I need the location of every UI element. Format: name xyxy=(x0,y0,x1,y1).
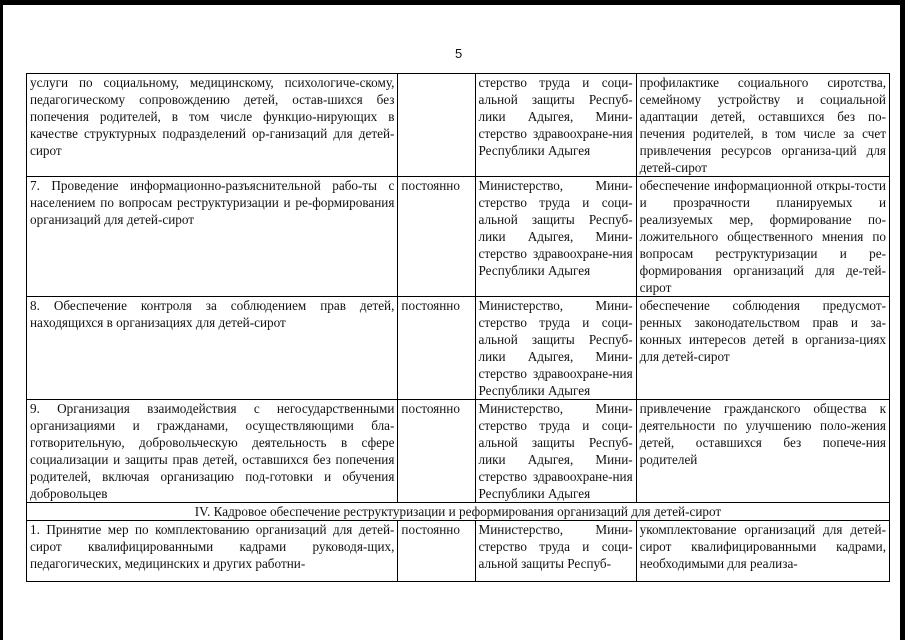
table-row xyxy=(27,400,890,503)
executor-cell: Министерство, Мини-стерство труда и соци-альной защиты Респуб-лики Адыгея, Мини-стерство здравоохране-ния Республики Адыгея xyxy=(475,400,636,503)
table-row xyxy=(27,74,890,177)
term-cell: постоянно xyxy=(398,521,475,582)
executor-cell: Министерство, Мини-стерство труда и соци-альной защиты Респуб-лики Адыгея, Мини-стерство здравоохране-ния Республики Адыгея xyxy=(475,297,636,400)
event-cell: 7. Проведение информационно-разъяснительной рабо-ты с населением по вопросам реструктуризации и ре-формирования организаций для детей-сирот xyxy=(27,177,398,297)
executor-cell: Министерство, Мини-стерство труда и соци-альной защиты Респуб- xyxy=(475,521,636,582)
result-cell: обеспечение информационной откры-тости и прозрачности планируемых и реализуемых мер, формирование по-ложительного общественного мнения по вопросам реструктуризации и ре-формирования организаций для де-тей-сирот xyxy=(636,177,889,297)
executor-cell: стерство труда и соци-альной защиты Респуб-лики Адыгея, Мини-стерство здравоохране-ния Республики Адыгея xyxy=(475,74,636,177)
term-cell xyxy=(398,74,475,177)
event-cell: 9. Организация взаимодействия с негосударственными организациями и гражданами, осуществляющими бла-готворительную, добровольческую деятельность в сфере социализации и защиты прав детей, оставшихся без попечения родителей, включая организацию под-готовки и обучения добровольцев xyxy=(27,400,398,503)
section-heading: IV. Кадровое обеспечение реструктуризации и реформирования организаций для детей-сирот xyxy=(27,503,890,521)
term-cell: постоянно xyxy=(398,297,475,400)
term-cell: постоянно xyxy=(398,400,475,503)
event-cell: 8. Обеспечение контроля за соблюдением прав детей, находящихся в организациях для детей-сирот xyxy=(27,297,398,400)
page-number: 5 xyxy=(455,46,463,61)
viewer-frame-top xyxy=(0,0,905,5)
result-cell: обеспечение соблюдения предусмот-ренных законодательством прав и за-конных интересов детей в организа-циях для детей-сирот xyxy=(636,297,889,400)
table-row xyxy=(27,521,890,582)
section-row xyxy=(27,503,890,521)
result-cell: привлечение гражданского общества к деятельности по улучшению поло-жения детей, оставшихся без попече-ния родителей xyxy=(636,400,889,503)
result-cell: укомплектование организаций для детей-сирот квалифицированными кадрами, необходимыми для реализа- xyxy=(636,521,889,582)
term-cell: постоянно xyxy=(398,177,475,297)
viewer-frame-right xyxy=(900,0,905,640)
event-cell: услуги по социальному, медицинскому, психологиче-скому, педагогическому сопровождению детей, остав-шихся без попечения родителей, в том числе функцио-нирующих в качестве структурных подразделений ор-ганизаций для детей-сирот xyxy=(27,74,398,177)
table-row xyxy=(27,297,890,400)
executor-cell: Министерство, Мини-стерство труда и соци-альной защиты Респуб-лики Адыгея, Мини-стерство здравоохране-ния Республики Адыгея xyxy=(475,177,636,297)
activity-plan-table xyxy=(26,73,890,582)
viewer-frame-left xyxy=(0,0,3,640)
result-cell: профилактике социального сиротства, семейному устройству и социальной адаптации детей, оставшихся без по-печения родителей, в том числе за счет привлечения ресурсов организа-ций для детей-сирот xyxy=(636,74,889,177)
event-cell: 1. Принятие мер по комплектованию организаций для детей-сирот квалифицированными кадрами руководя-щих, педагогических, медицинских и других работни- xyxy=(27,521,398,582)
table-row xyxy=(27,177,890,297)
